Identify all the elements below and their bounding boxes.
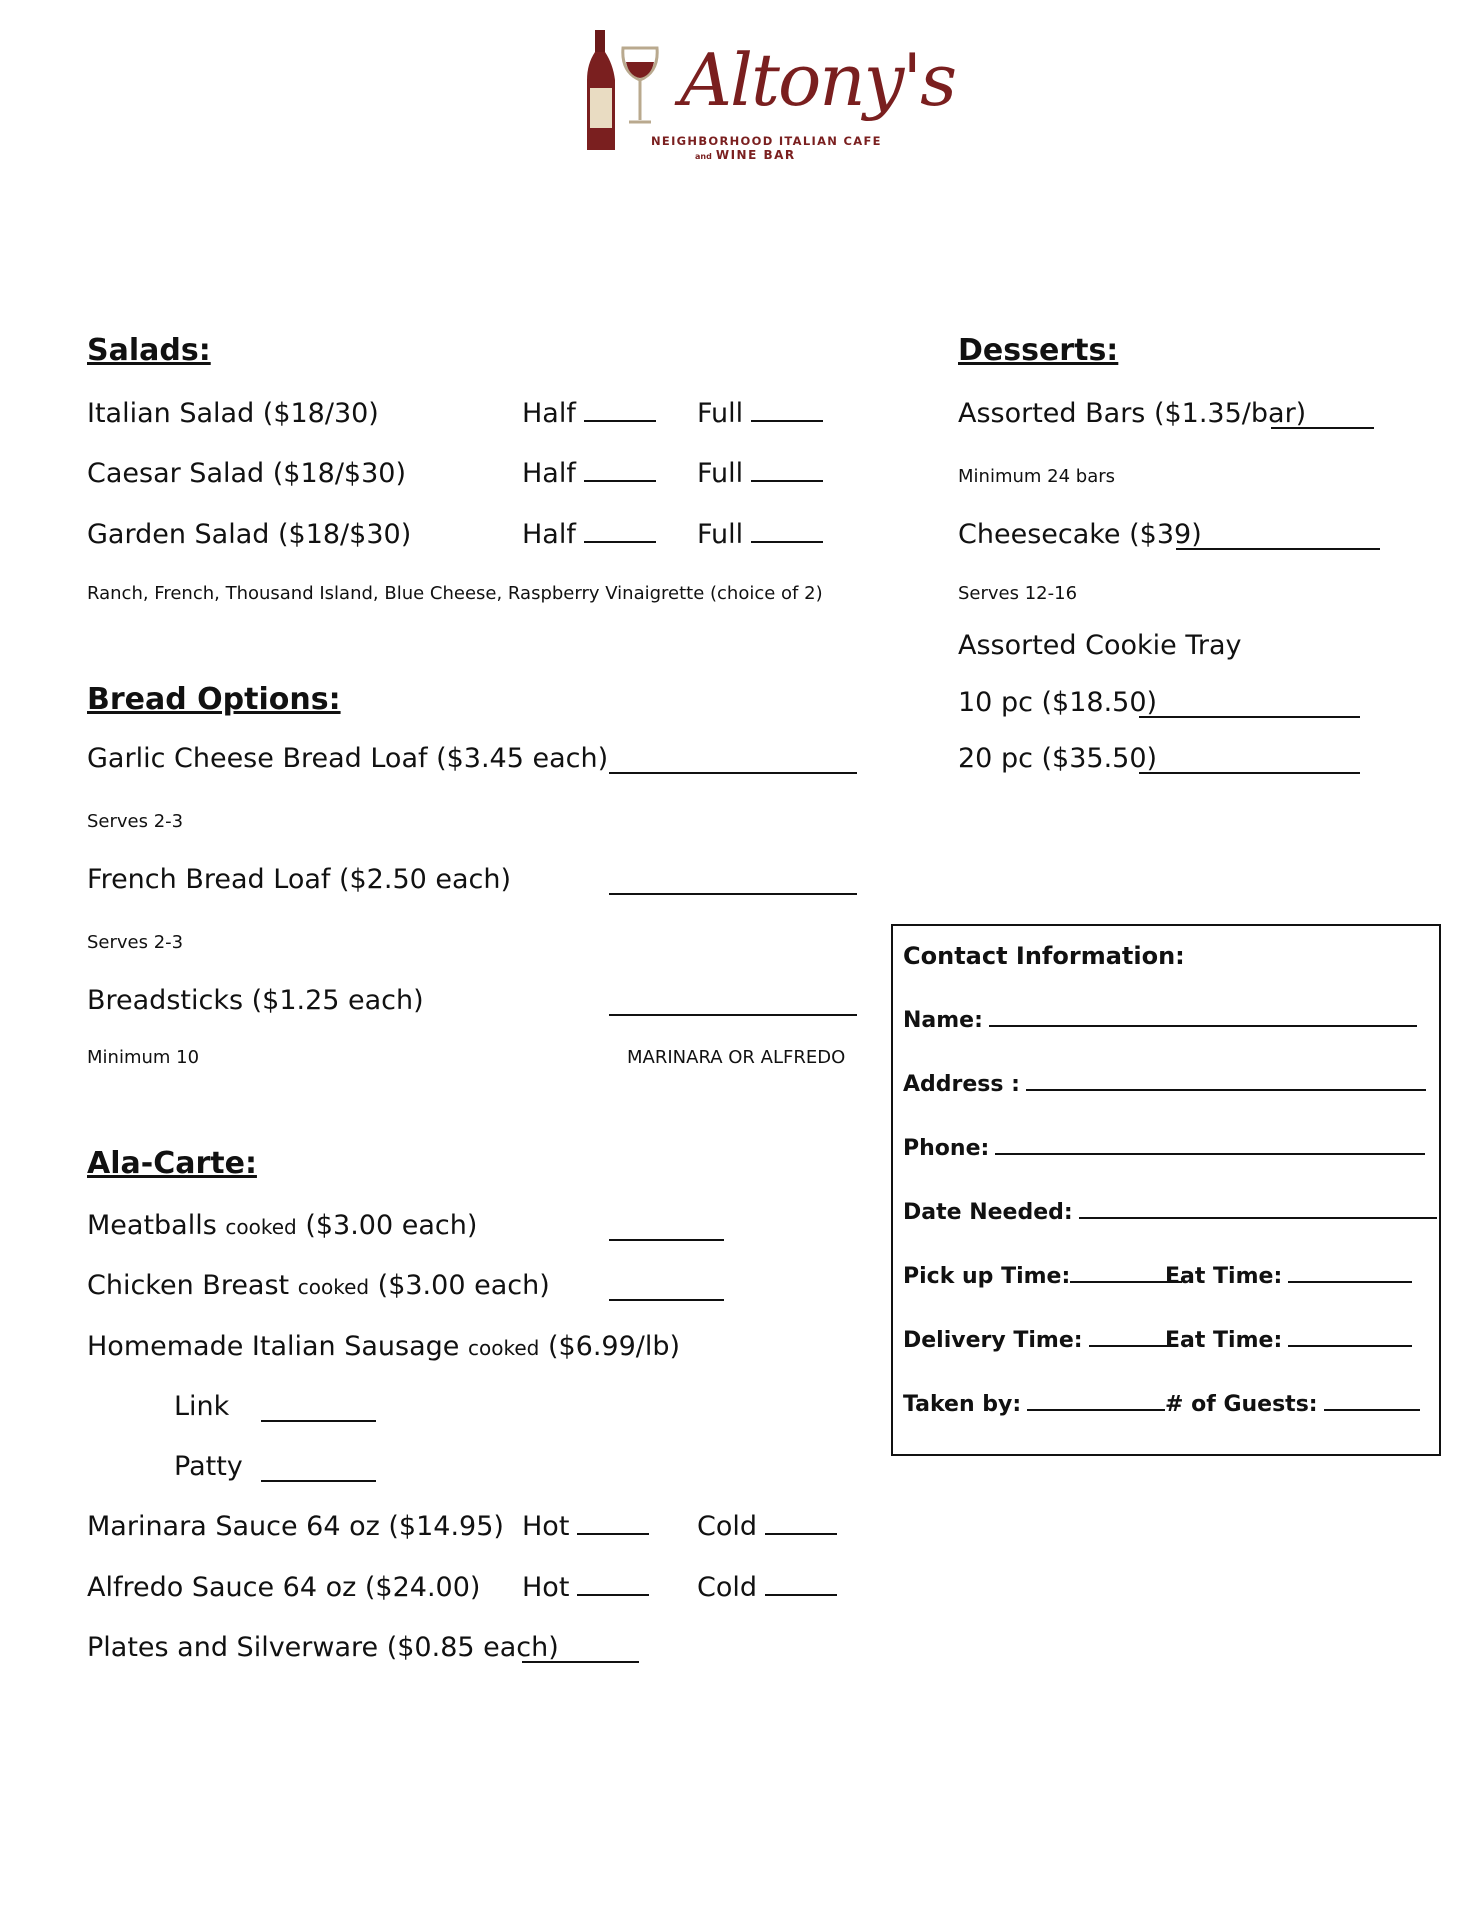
half-label: Half — [522, 458, 576, 489]
marinara-item: Marinara Sauce 64 oz ($14.95) — [87, 1511, 504, 1542]
bread-item-note: Minimum 10 — [87, 1047, 200, 1068]
half-label: Half — [522, 398, 576, 429]
hot-label: Hot — [522, 1511, 570, 1542]
cookie-20-quantity-field[interactable] — [1139, 771, 1360, 774]
guests-field[interactable] — [1165, 1392, 1420, 1417]
bread-item-name: French Bread Loaf ($2.50 each) — [87, 864, 512, 895]
bread-item-note: Serves 2-3 — [87, 811, 184, 832]
delivery-time-field[interactable] — [903, 1328, 1171, 1353]
link-label: Link — [174, 1391, 230, 1422]
name-field[interactable] — [903, 1008, 1417, 1033]
chicken-item: Chicken Breast cooked ($3.00 each) — [87, 1270, 550, 1301]
cheesecake-item: Cheesecake ($39) — [958, 519, 1202, 550]
contact-information-box — [891, 924, 1441, 1456]
taken-by-field[interactable] — [903, 1392, 1165, 1417]
full-label: Full — [697, 519, 744, 550]
alfredo-cold-field[interactable] — [697, 1574, 837, 1601]
full-label: Full — [697, 398, 744, 429]
cookie-tray-item: Assorted Cookie Tray — [958, 630, 1242, 661]
cheesecake-quantity-field[interactable] — [1176, 547, 1380, 550]
meatballs-item: Meatballs cooked ($3.00 each) — [87, 1210, 478, 1241]
pickup-time-label: Pick up Time: — [903, 1264, 1071, 1289]
salad-name: Garden Salad ($18/$30) — [87, 519, 412, 550]
cookie-20-item: 20 pc ($35.50) — [958, 743, 1158, 774]
salad-half-field[interactable] — [522, 400, 656, 427]
contact-title: Contact Information: — [903, 942, 1185, 970]
half-label: Half — [522, 519, 576, 550]
cookie-10-quantity-field[interactable] — [1139, 715, 1360, 718]
sauce-choice-note: MARINARA OR ALFREDO — [627, 1047, 846, 1068]
cookie-10-item: 10 pc ($18.50) — [958, 687, 1158, 718]
link-quantity-field[interactable] — [261, 1419, 376, 1422]
phone-label: Phone: — [903, 1136, 990, 1161]
dressing-note: Ranch, French, Thousand Island, Blue Cheese, Raspberry Vinaigrette (choice of 2) — [87, 583, 823, 604]
marinara-cold-field[interactable] — [697, 1513, 837, 1540]
delivery-time-label: Delivery Time: — [903, 1328, 1083, 1353]
alfredo-item: Alfredo Sauce 64 oz ($24.00) — [87, 1572, 481, 1603]
salad-full-field[interactable] — [697, 400, 823, 427]
logo — [585, 28, 956, 168]
address-field[interactable] — [903, 1072, 1426, 1097]
bread-quantity-field[interactable] — [609, 771, 857, 774]
date-needed-field[interactable] — [903, 1200, 1437, 1225]
alfredo-hot-field[interactable] — [522, 1574, 649, 1601]
pickup-eat-time-field[interactable] — [1165, 1264, 1412, 1289]
delivery-eat-time-field[interactable] — [1165, 1328, 1412, 1353]
eat-time-label: Eat Time: — [1165, 1328, 1283, 1353]
salad-half-field[interactable] — [522, 460, 656, 487]
bread-item-name: Garlic Cheese Bread Loaf ($3.45 each) — [87, 743, 609, 774]
plates-quantity-field[interactable] — [522, 1660, 639, 1663]
logo-tagline: NEIGHBORHOOD ITALIAN CAFE — [651, 134, 882, 148]
cheesecake-note: Serves 12-16 — [958, 583, 1078, 604]
sausage-item: Homemade Italian Sausage cooked ($6.99/lb) — [87, 1331, 681, 1362]
marinara-hot-field[interactable] — [522, 1513, 649, 1540]
bread-quantity-field[interactable] — [609, 892, 857, 895]
salad-full-field[interactable] — [697, 460, 823, 487]
bars-quantity-field[interactable] — [1271, 426, 1374, 429]
cold-label: Cold — [697, 1511, 758, 1542]
logo-wordmark: Altony's — [680, 38, 956, 122]
salad-name: Italian Salad ($18/30) — [87, 398, 379, 429]
full-label: Full — [697, 458, 744, 489]
cold-label: Cold — [697, 1572, 758, 1603]
plates-item: Plates and Silverware ($0.85 each) — [87, 1632, 559, 1663]
pickup-time-field[interactable] — [903, 1264, 1182, 1289]
address-label: Address : — [903, 1072, 1020, 1097]
hot-label: Hot — [522, 1572, 570, 1603]
bread-heading: Bread Options: — [87, 682, 341, 717]
logo-tagline-2 — [695, 148, 796, 162]
salad-half-field[interactable] — [522, 521, 656, 548]
meatballs-quantity-field[interactable] — [609, 1238, 724, 1241]
date-needed-label: Date Needed: — [903, 1200, 1073, 1225]
salad-full-field[interactable] — [697, 521, 823, 548]
taken-by-label: Taken by: — [903, 1392, 1022, 1417]
eat-time-label: Eat Time: — [1165, 1264, 1283, 1289]
desserts-heading: Desserts: — [958, 333, 1119, 368]
guests-label: # of Guests: — [1165, 1392, 1318, 1417]
name-label: Name: — [903, 1008, 983, 1033]
logo-wine-bar: WINE BAR — [715, 148, 796, 162]
bars-item: Assorted Bars ($1.35/bar) — [958, 398, 1307, 429]
patty-label: Patty — [174, 1451, 243, 1482]
salads-heading: Salads: — [87, 333, 211, 368]
salad-name: Caesar Salad ($18/$30) — [87, 458, 406, 489]
bars-note: Minimum 24 bars — [958, 466, 1115, 487]
chicken-quantity-field[interactable] — [609, 1298, 724, 1301]
phone-field[interactable] — [903, 1136, 1425, 1161]
ala-carte-heading: Ala-Carte: — [87, 1146, 257, 1181]
bread-item-name: Breadsticks ($1.25 each) — [87, 985, 424, 1016]
logo-and: and — [695, 152, 712, 161]
patty-quantity-field[interactable] — [261, 1479, 376, 1482]
bread-quantity-field[interactable] — [609, 1013, 857, 1016]
bread-item-note: Serves 2-3 — [87, 932, 184, 953]
